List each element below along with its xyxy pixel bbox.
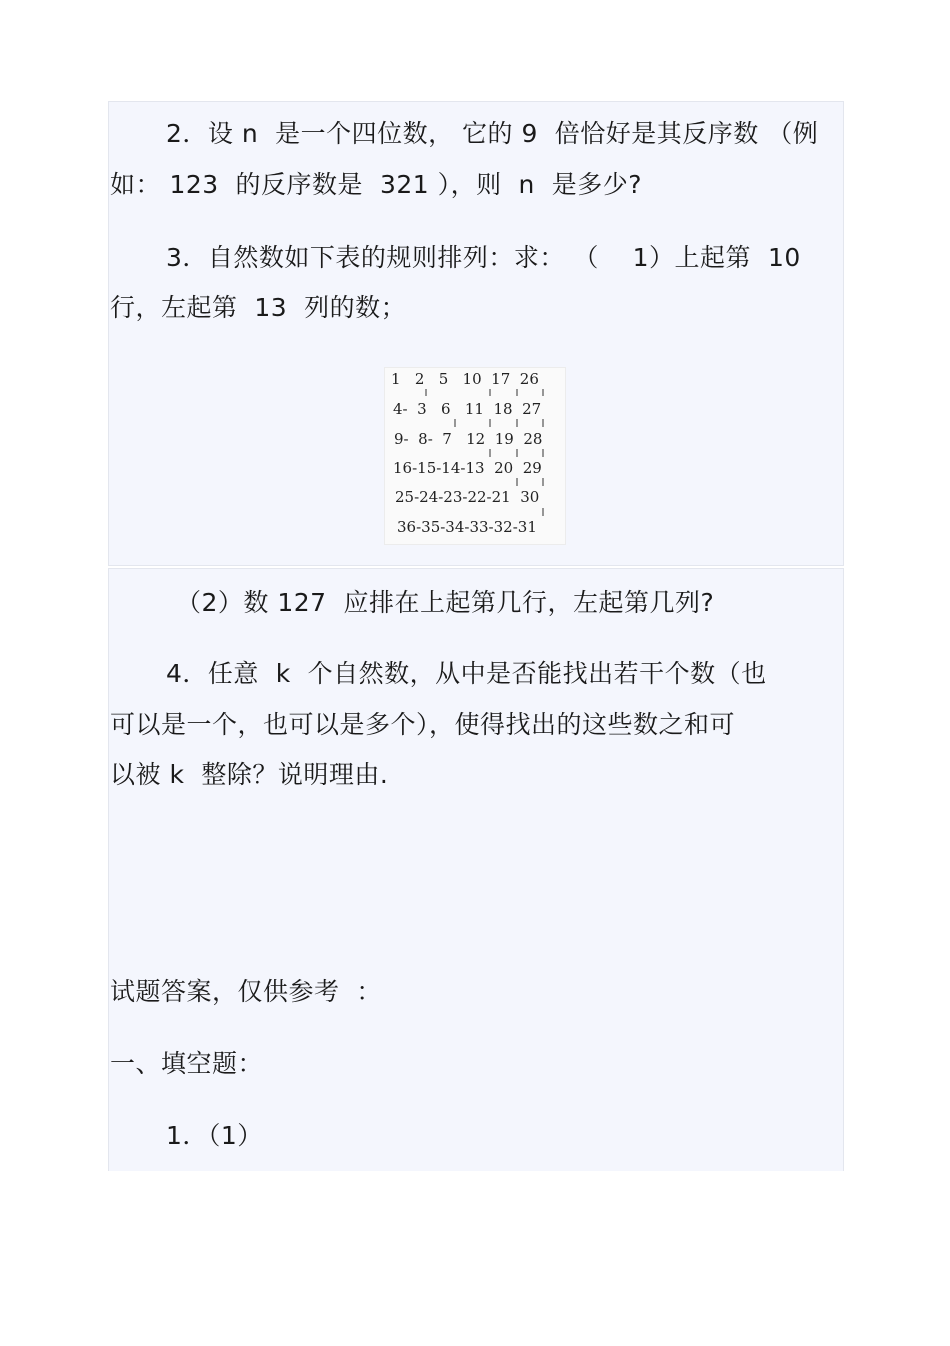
problem-2-line-1: 2．设 n 是一个四位数， 它的 9 倍恰好是其反序数 （例 — [166, 119, 819, 148]
grid-row-3: 9- 8- 7 12 19 28 — [394, 430, 543, 448]
problem-2-line-2: 如： 123 的反序数是 321 ），则 n 是多少? — [110, 170, 643, 199]
grid-row-5: 25-24-23-22-21 30 — [395, 488, 540, 506]
grid-row-4: 16-15-14-13 20 29 — [393, 459, 542, 477]
answer-item-1: 1．（1） — [166, 1121, 263, 1150]
grid-row-2: 4- 3 6 11 18 27 — [393, 400, 542, 418]
problem-4-line-1: 4．任意 k 个自然数，从中是否能找出若干个数（也 — [166, 659, 767, 688]
problem-4-line-3: 以被 k 整除？说明理由. — [110, 760, 389, 789]
problem-3-line-2: 行，左起第 13 列的数； — [110, 293, 407, 322]
answers-section-title: 一、填空题： — [110, 1049, 264, 1078]
problem-3-subquestion-2: （2）数 127 应排在上起第几行，左起第几列? — [176, 588, 715, 617]
grid-row-1: 1 2 5 10 17 26 — [391, 370, 539, 388]
grid-row-6: 36-35-34-33-32-31 — [397, 518, 537, 536]
problem-4-line-2: 可以是一个，也可以是多个），使得找出的这些数之和可 — [110, 710, 736, 739]
problem-3-line-1: 3．自然数如下表的规则排列：求： （ 1）上起第 10 — [166, 243, 801, 272]
answers-heading: 试题答案，仅供参考 ： — [110, 977, 382, 1006]
number-grid-figure — [384, 367, 566, 545]
